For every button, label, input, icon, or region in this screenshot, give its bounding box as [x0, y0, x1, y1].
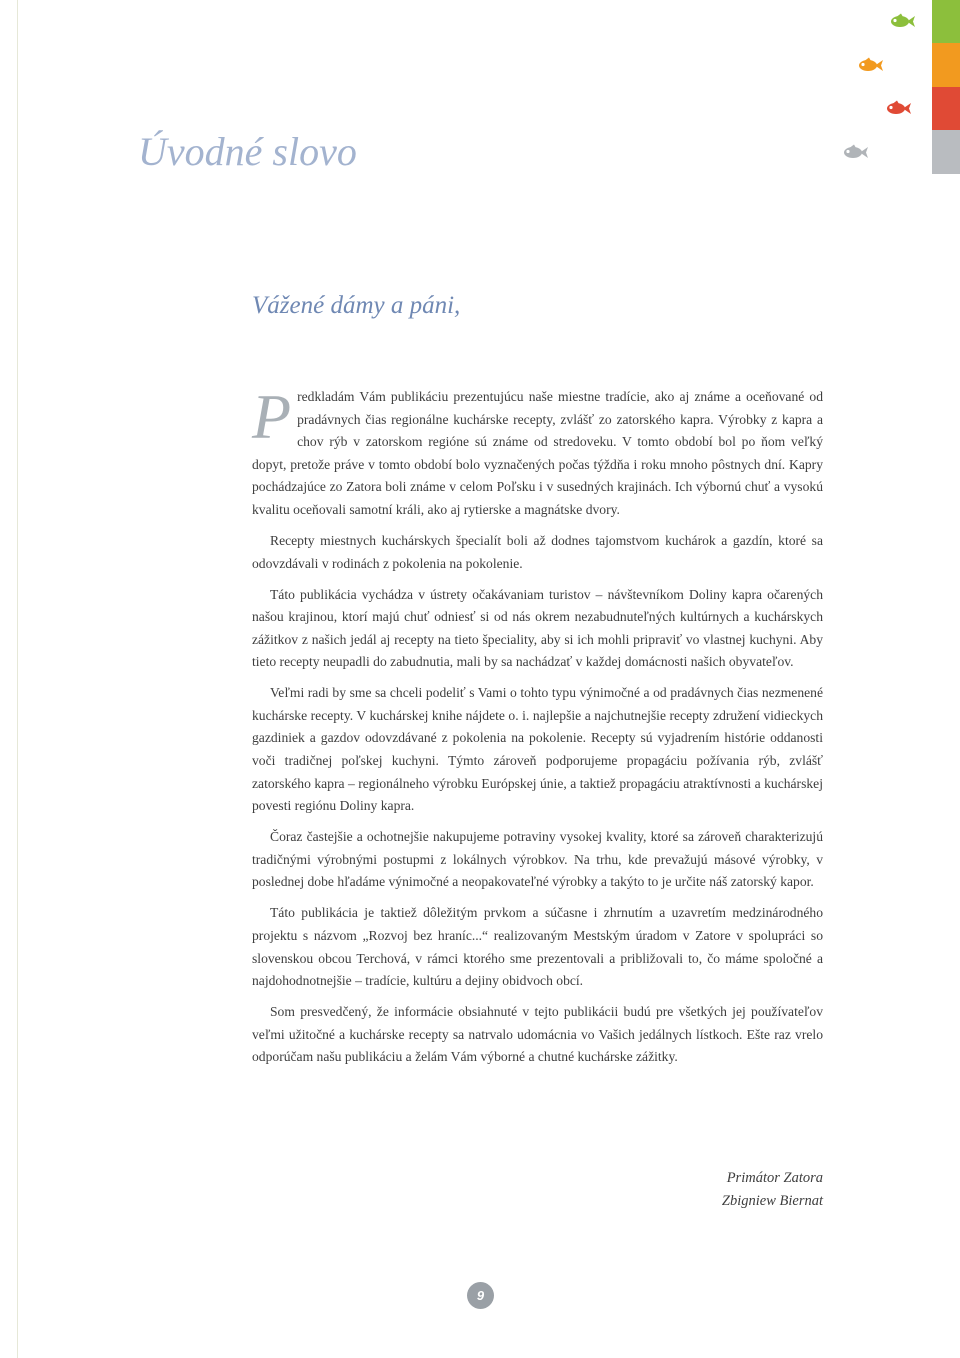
- fish-icon-green: [890, 13, 916, 30]
- fish-icon-orange: [858, 57, 884, 74]
- section-tab-grey: [932, 130, 960, 174]
- margin-guide-line: [17, 0, 18, 1358]
- letter-body: [252, 381, 823, 1077]
- letter-greeting: Vážené dámy a páni,: [252, 292, 461, 319]
- paragraph-4: Veľmi radi by sme sa chceli podeliť s Vami o tohto typu výnimočné a od pradávnych čias nezmenené kuchárske recepty. V kuchárskej knihe nájdete o. i. najlepšie a najchutnejšie recepty združení vidieckych gazdiniek a gazdov odovzdávané z pokolenia na pokolenie. Recepty sú vyjadrením histórie oddanosti voči tradičnej poľskej kuchyni. Týmto zároveň podporujeme propagáciu požívania rýb, zvlášť zatorského kapra – regionálneho výrobku Európskej únie, a taktiež propagáciu atraktívnosti a kuchárskej povesti regiónu Doliny kapra.: [252, 685, 823, 814]
- paragraph-2: Recepty miestnych kuchárskych špecialít boli až dodnes tajomstvom kuchárok a gazdín, ktoré sa odovzdávali v rodinách z pokolenia na pokolenie.: [252, 532, 823, 571]
- paragraph-7: Som presvedčený, že informácie obsiahnuté v tejto publikácii budú pre všetkých jej používateľov veľmi užitočné a kuchárske recepty sa natrvalo udomácnia vo Vašich jedálnych lístkoch. Ešte raz vrelo odporúčam našu publikáciu a želám Vám výborné a chutné kuchárske zážitky.: [252, 1004, 823, 1065]
- signature-block: [722, 1167, 823, 1213]
- section-tab-red: [932, 87, 960, 130]
- paragraph-3: Táto publikácia vychádza v ústrety očakávaniam turistov – návštevníkom Doliny kapra očarených našou krajinou, ktorí majú chuť odniesť si od nás okrem nezabudnuteľných kultúrnych a kuchárskych zážitkov z našich jedál aj recepty na tieto špeciality, aby si ich mohli pripraviť vo vlastnej kuchyni. Aby tieto recepty neupadli do zabudnutia, mali by sa nachádzať v každej domácnosti našich obyvateľov.: [252, 586, 823, 670]
- paragraph-1-text: redkladám Vám publikáciu prezentujúcu naše miestne tradície, ako aj známe a oceňované od pradávnych čias regionálne kuchárske recepty, zvlášť zo zatorského kapra. Výrobky z kapra a chov rýb v zatorskom regióne sú známe od stredoveku. V tomto období bol po ňom veľký dopyt, pretože práve v tomto období bolo vyznačených počas týždňa i roku mnoho pôstnych dní. Kapry pochádzajúce zo Zatora boli známe v celom Poľsku i v susedných krajinách. Ich výbornú chuť a vysokú kvalitu oceňovali samotní králi, ako aj rytierske a magnátske dvory.: [252, 389, 823, 517]
- signature-name: Zbigniew Biernat: [721, 1193, 823, 1209]
- section-tab-orange: [932, 43, 960, 87]
- signature-title: Primátor Zatora: [726, 1170, 823, 1186]
- fish-icon-grey: [843, 144, 869, 161]
- page-title: Úvodné slovo: [138, 129, 357, 174]
- paragraph-6: Táto publikácia je taktiež dôležitým prvkom a súčasne i zhrnutím a uzavretím medzinárodného projektu s názvom „Rozvoj bez hraníc...“ realizovaným Mestským úradom v Zatore v spolupráci so slovenskou obcou Terchová, v rámci ktorého sme prezentovali a približovali to, čo máme spoločné a najdohodnotnejšie – tradície, kultúru a dejiny obidvoch obcí.: [252, 905, 823, 989]
- fish-icon-red: [886, 100, 912, 117]
- section-tab-green: [932, 0, 960, 43]
- page-number-badge: 9: [467, 1282, 494, 1309]
- drop-cap: P: [252, 381, 292, 452]
- paragraph-1: [252, 381, 823, 522]
- paragraph-5: Čoraz častejšie a ochotnejšie nakupujeme potraviny vysokej kvality, ktoré sa zároveň charakterizujú tradičnými výrobnými postupmi z lokálnych výrobkov. Na trhu, kde prevažujú másové výrobky, v poslednej dobe hľadáme výnimočné a neopakovateľné výrobky a takýto to je určite náš zatorský kapor.: [252, 829, 823, 890]
